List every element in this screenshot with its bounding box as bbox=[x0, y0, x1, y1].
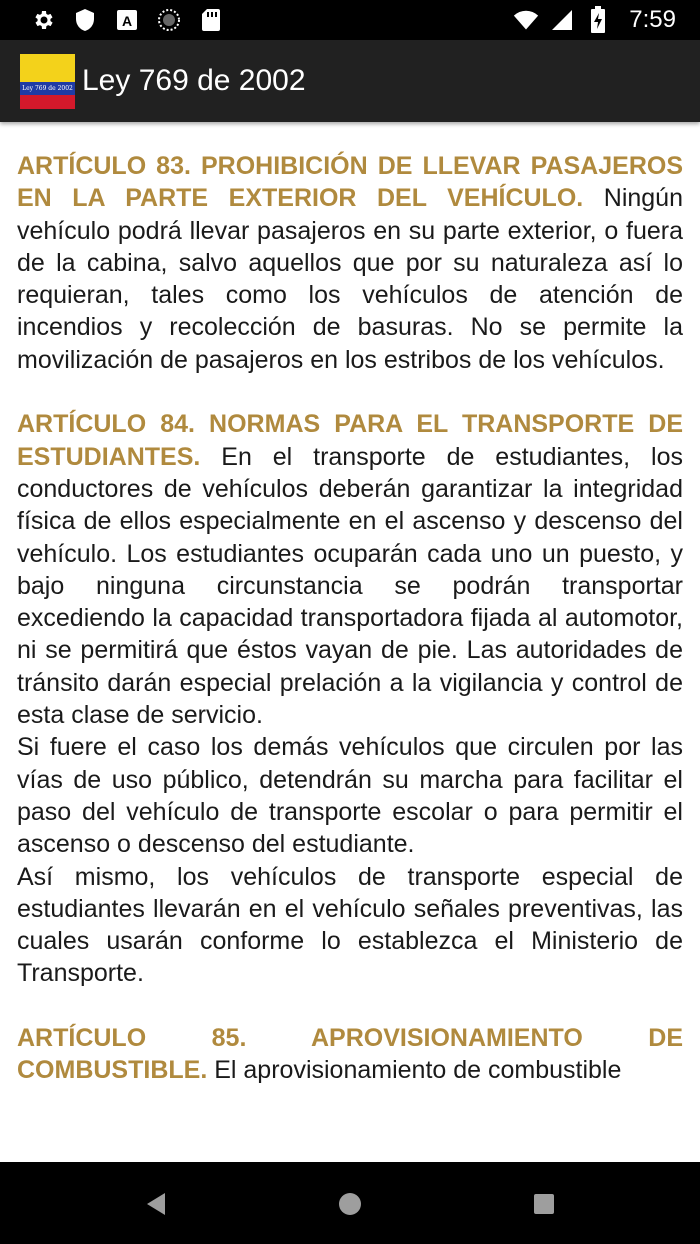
article-body: En el transporte de estudiantes, los conductores de vehículos deberán garantizar la integridad física de ellos especialmente en el ascenso y descenso del vehículo. Los estudiantes ocuparán cada uno un puesto, y bajo ninguna circunstancia se podrán transportar excediendo la capacidad transportadora fijada al automotor, ni se permitirá que éstos vayan de pie. Las autoridades de tránsito darán especial prelación a la vigilancia y control de esta clase de servicio. bbox=[17, 442, 683, 730]
clock: 7:59 bbox=[629, 6, 676, 33]
recents-icon[interactable] bbox=[530, 1190, 558, 1218]
settings-icon bbox=[30, 7, 56, 33]
circle-icon bbox=[156, 7, 182, 33]
sd-card-icon bbox=[198, 7, 224, 33]
article-84 bbox=[17, 408, 683, 731]
article-heading: ARTÍCULO 83. PROHIBICIÓN DE LLEVAR PASAJEROS EN LA PARTE EXTERIOR DEL VEHÍCULO. bbox=[17, 152, 683, 213]
article-85 bbox=[17, 1022, 683, 1087]
signal-icon bbox=[549, 7, 575, 33]
svg-text:A: A bbox=[121, 13, 133, 29]
wifi-icon bbox=[513, 7, 539, 33]
shield-icon bbox=[72, 7, 98, 33]
app-title: Ley 769 de 2002 bbox=[82, 64, 306, 97]
home-icon[interactable] bbox=[336, 1190, 364, 1218]
font-icon bbox=[114, 7, 140, 33]
article-content[interactable] bbox=[17, 150, 683, 1160]
article-body: Ningún vehículo podrá llevar pasajeros en su parte exterior, o fuera de la cabina, salvo aquellos que por su naturaleza así lo requieran, tales como los vehículos de atención de incendios y recolección de basuras. No se permite la movilización de pasajeros en los estribos de los vehículos. bbox=[17, 184, 683, 374]
back-icon[interactable] bbox=[142, 1190, 170, 1218]
battery-charging-icon bbox=[585, 7, 611, 33]
status-bar bbox=[0, 0, 700, 40]
navigation-bar bbox=[0, 1162, 700, 1244]
article-paragraph: Si fuere el caso los demás vehículos que circulen por las vías de uso público, detendrán su marcha para facilitar el paso del vehículo de transporte escolar o para permitir el ascenso o descenso del estudiante. bbox=[17, 733, 683, 859]
article-heading: ARTÍCULO 85. APROVISIONAMIENTO DE COMBUSTIBLE. bbox=[17, 1024, 683, 1085]
article-heading: ARTÍCULO 84. NORMAS PARA EL TRANSPORTE DE ESTUDIANTES. bbox=[17, 410, 683, 471]
article-body: El aprovisionamiento de combustible bbox=[207, 1056, 622, 1085]
colombia-flag-logo bbox=[20, 54, 75, 109]
app-bar bbox=[0, 40, 700, 122]
flag-caption: Ley 769 de 2002 bbox=[22, 84, 73, 92]
article-paragraph: Así mismo, los vehículos de transporte especial de estudiantes llevarán en el vehículo señales preventivas, las cuales usarán conforme lo establezca el Ministerio de Transporte. bbox=[17, 862, 683, 988]
article-83 bbox=[17, 150, 683, 376]
